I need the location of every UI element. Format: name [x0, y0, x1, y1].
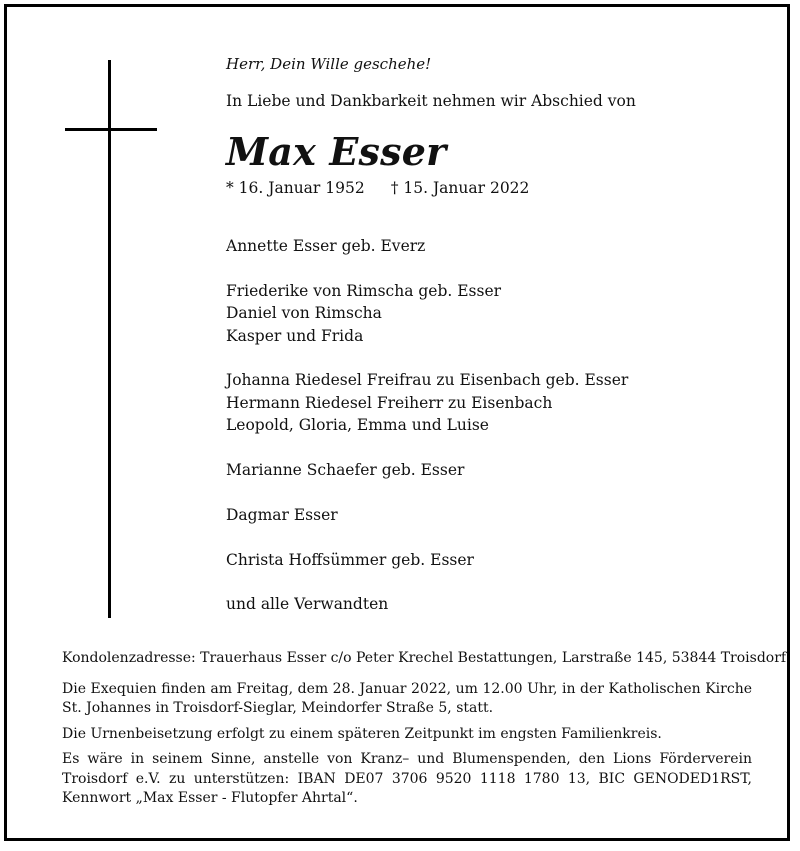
mourners-list [226, 235, 628, 638]
urn-burial-info: Die Urnenbeisetzung erfolgt zu einem späteren Zeitpunkt im engsten Familienkreis. [62, 725, 662, 742]
motto: Herr, Dein Wille geschehe! [226, 55, 432, 73]
cross-icon-vertical [108, 60, 111, 618]
mourner-group [226, 504, 628, 526]
mourner-line: Christa Hoffsümmer geb. Esser [226, 550, 474, 569]
mourner-line: Friederike von Rimscha geb. Esser [226, 281, 502, 300]
cross-icon-horizontal [65, 128, 157, 131]
footer-notes [62, 649, 787, 815]
obituary-frame [4, 4, 790, 841]
mourner-group [226, 280, 628, 347]
mourner-line: Kasper und Frida [226, 326, 364, 345]
intro-text: In Liebe und Dankbarkeit nehmen wir Abschied von [226, 92, 636, 110]
mourner-group [226, 235, 628, 257]
life-dates [226, 179, 529, 197]
mourner-group [226, 549, 628, 571]
mourner-line: Hermann Riedesel Freiherr zu Eisenbach [226, 393, 553, 412]
mourner-line: Annette Esser geb. Everz [226, 237, 426, 255]
mourner-group [226, 369, 628, 436]
condolence-address: Kondolenzadresse: Trauerhaus Esser c/o Peter Krechel Bestattungen, Larstraße 145, 53844 Troisdorf [62, 650, 787, 666]
birth-date: * 16. Januar 1952 [226, 179, 365, 197]
mourner-line: Marianne Schaefer geb. Esser [226, 461, 465, 480]
mourner-line: Dagmar Esser [226, 505, 338, 524]
mourner-group [226, 593, 628, 615]
death-date: † 15. Januar 2022 [390, 179, 530, 197]
mourner-group [226, 459, 628, 481]
funeral-service-info: Die Exequien finden am Freitag, dem 28. Januar 2022, um 12.00 Uhr, in der Katholischen Kirche St. Johannes in Troisdorf-Sieglar, Meindorfer Straße 5, statt. [62, 680, 752, 716]
donation-info: Es wäre in seinem Sinne, anstelle von Kranz– und Blumenspenden, den Lions Förderverein Troisdorf e.V. zu unterstützen: IBAN DE07 3706 9520 1118 1780 13, BIC GENODED1RST, Kennwort „Max Esser - Flutopfer Ahrtal“. [62, 751, 752, 806]
mourner-line: und alle Verwandten [226, 595, 389, 614]
deceased-name: Max Esser [226, 129, 447, 174]
mourner-line: Leopold, Gloria, Emma und Luise [226, 416, 489, 435]
mourner-line: Daniel von Rimscha [226, 304, 382, 323]
mourner-line: Johanna Riedesel Freifrau zu Eisenbach geb. Esser [226, 371, 629, 390]
